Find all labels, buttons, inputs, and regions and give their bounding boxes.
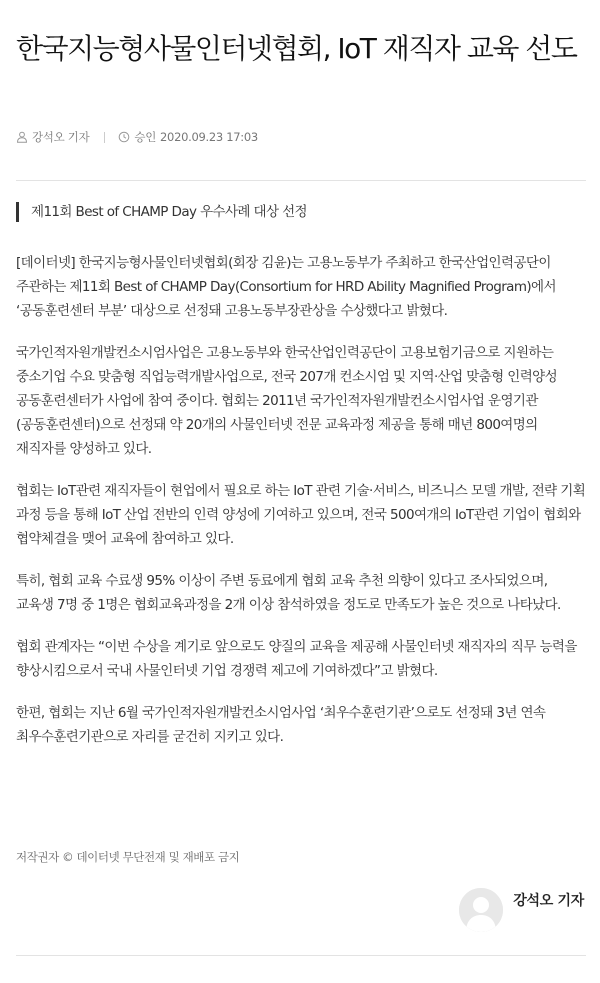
approved-info xyxy=(118,129,257,145)
copyright-notice: 저작권자 © 데이터넷 무단전재 및 재배포 금지 xyxy=(16,850,240,864)
approved-label: 승인 xyxy=(134,130,157,144)
article-body xyxy=(16,251,588,767)
footer-divider xyxy=(16,955,586,956)
meta-divider xyxy=(104,132,105,143)
avatar[interactable] xyxy=(459,888,503,932)
body-paragraph: 국가인적자원개발컨소시엄사업은 고용노동부와 한국산업인력공단이 고용보험기금으로 지원하는 중소기업 수요 맞춤형 직업능력개발사업으로, 전국 207개 컨소시엄 및 지역·산업 맞춤형 인력양성 공동훈련센터가 사업에 참여 중이다. 협회는 2011년 국가인적자원개발컨소시엄사업 운영기관(공동훈련센터)으로 선정돼 약 20개의 사물인터넷 전문 교육과정 제공을 통해 매년 800여명의 재직자를 양성하고 있다. xyxy=(16,345,558,457)
article-subtitle: 제11회 Best of CHAMP Day 우수사례 대상 선정 xyxy=(16,202,307,222)
body-paragraph: 협회는 IoT관련 재직자들이 현업에서 필요로 하는 IoT 관련 기술·서비스, 비즈니스 모델 개발, 전략 기획 과정 등을 통해 IoT 산업 전반의 인력 양성에 기여하고 있으며, 전국 500여개의 IoT관련 기업이 협회와 협약체결을 맺어 교육에 참여하고 있다. xyxy=(16,483,586,547)
header-divider xyxy=(16,180,586,181)
article-title: 한국지능형사물인터넷협회, IoT 재직자 교육 선도 xyxy=(16,32,577,65)
article-meta xyxy=(16,127,258,147)
body-paragraph: 협회 관계자는 “이번 수상을 계기로 앞으로도 양질의 교육을 제공해 사물인터넷 재직자의 직무 능력을 향상시킴으로서 국내 사물인터넷 기업 경쟁력 제고에 기여하겠다”고 밝혔다. xyxy=(16,639,577,679)
reporter-byline[interactable] xyxy=(459,888,584,932)
body-paragraph: 특히, 협회 교육 수료생 95% 이상이 주변 동료에게 협회 교육 추천 의향이 있다고 조사되었으며, 교육생 7명 중 1명은 협회교육과정을 2개 이상 참석하였을 정도로 만족도가 높은 것으로 나타났다. xyxy=(16,573,561,613)
author-info xyxy=(16,129,89,145)
person-icon xyxy=(16,131,28,143)
approved-datetime: 2020.09.23 17:03 xyxy=(160,130,258,144)
reporter-name[interactable]: 강석오 기자 xyxy=(513,893,584,909)
body-paragraph: 한편, 협회는 지난 6월 국가인적자원개발컨소시엄사업 ‘최우수훈련기관’으로도 선정돼 3년 연속 최우수훈련기관으로 자리를 굳건히 지키고 있다. xyxy=(16,705,546,745)
author-name[interactable]: 강석오 기자 xyxy=(32,130,90,144)
clock-icon xyxy=(118,131,130,143)
avatar-placeholder-icon xyxy=(459,888,503,932)
body-paragraph: [데이터넷] 한국지능형사물인터넷협회(회장 김윤)는 고용노동부가 주최하고 한국산업인력공단이 주관하는 제11회 Best of CHAMP Day(Consortium for HRD Ability Magnified Program)에서 ‘공동훈련센터 부분’ 대상으로 선정돼 고용노동부장관상을 수상했다고 밝혔다. xyxy=(16,255,556,319)
